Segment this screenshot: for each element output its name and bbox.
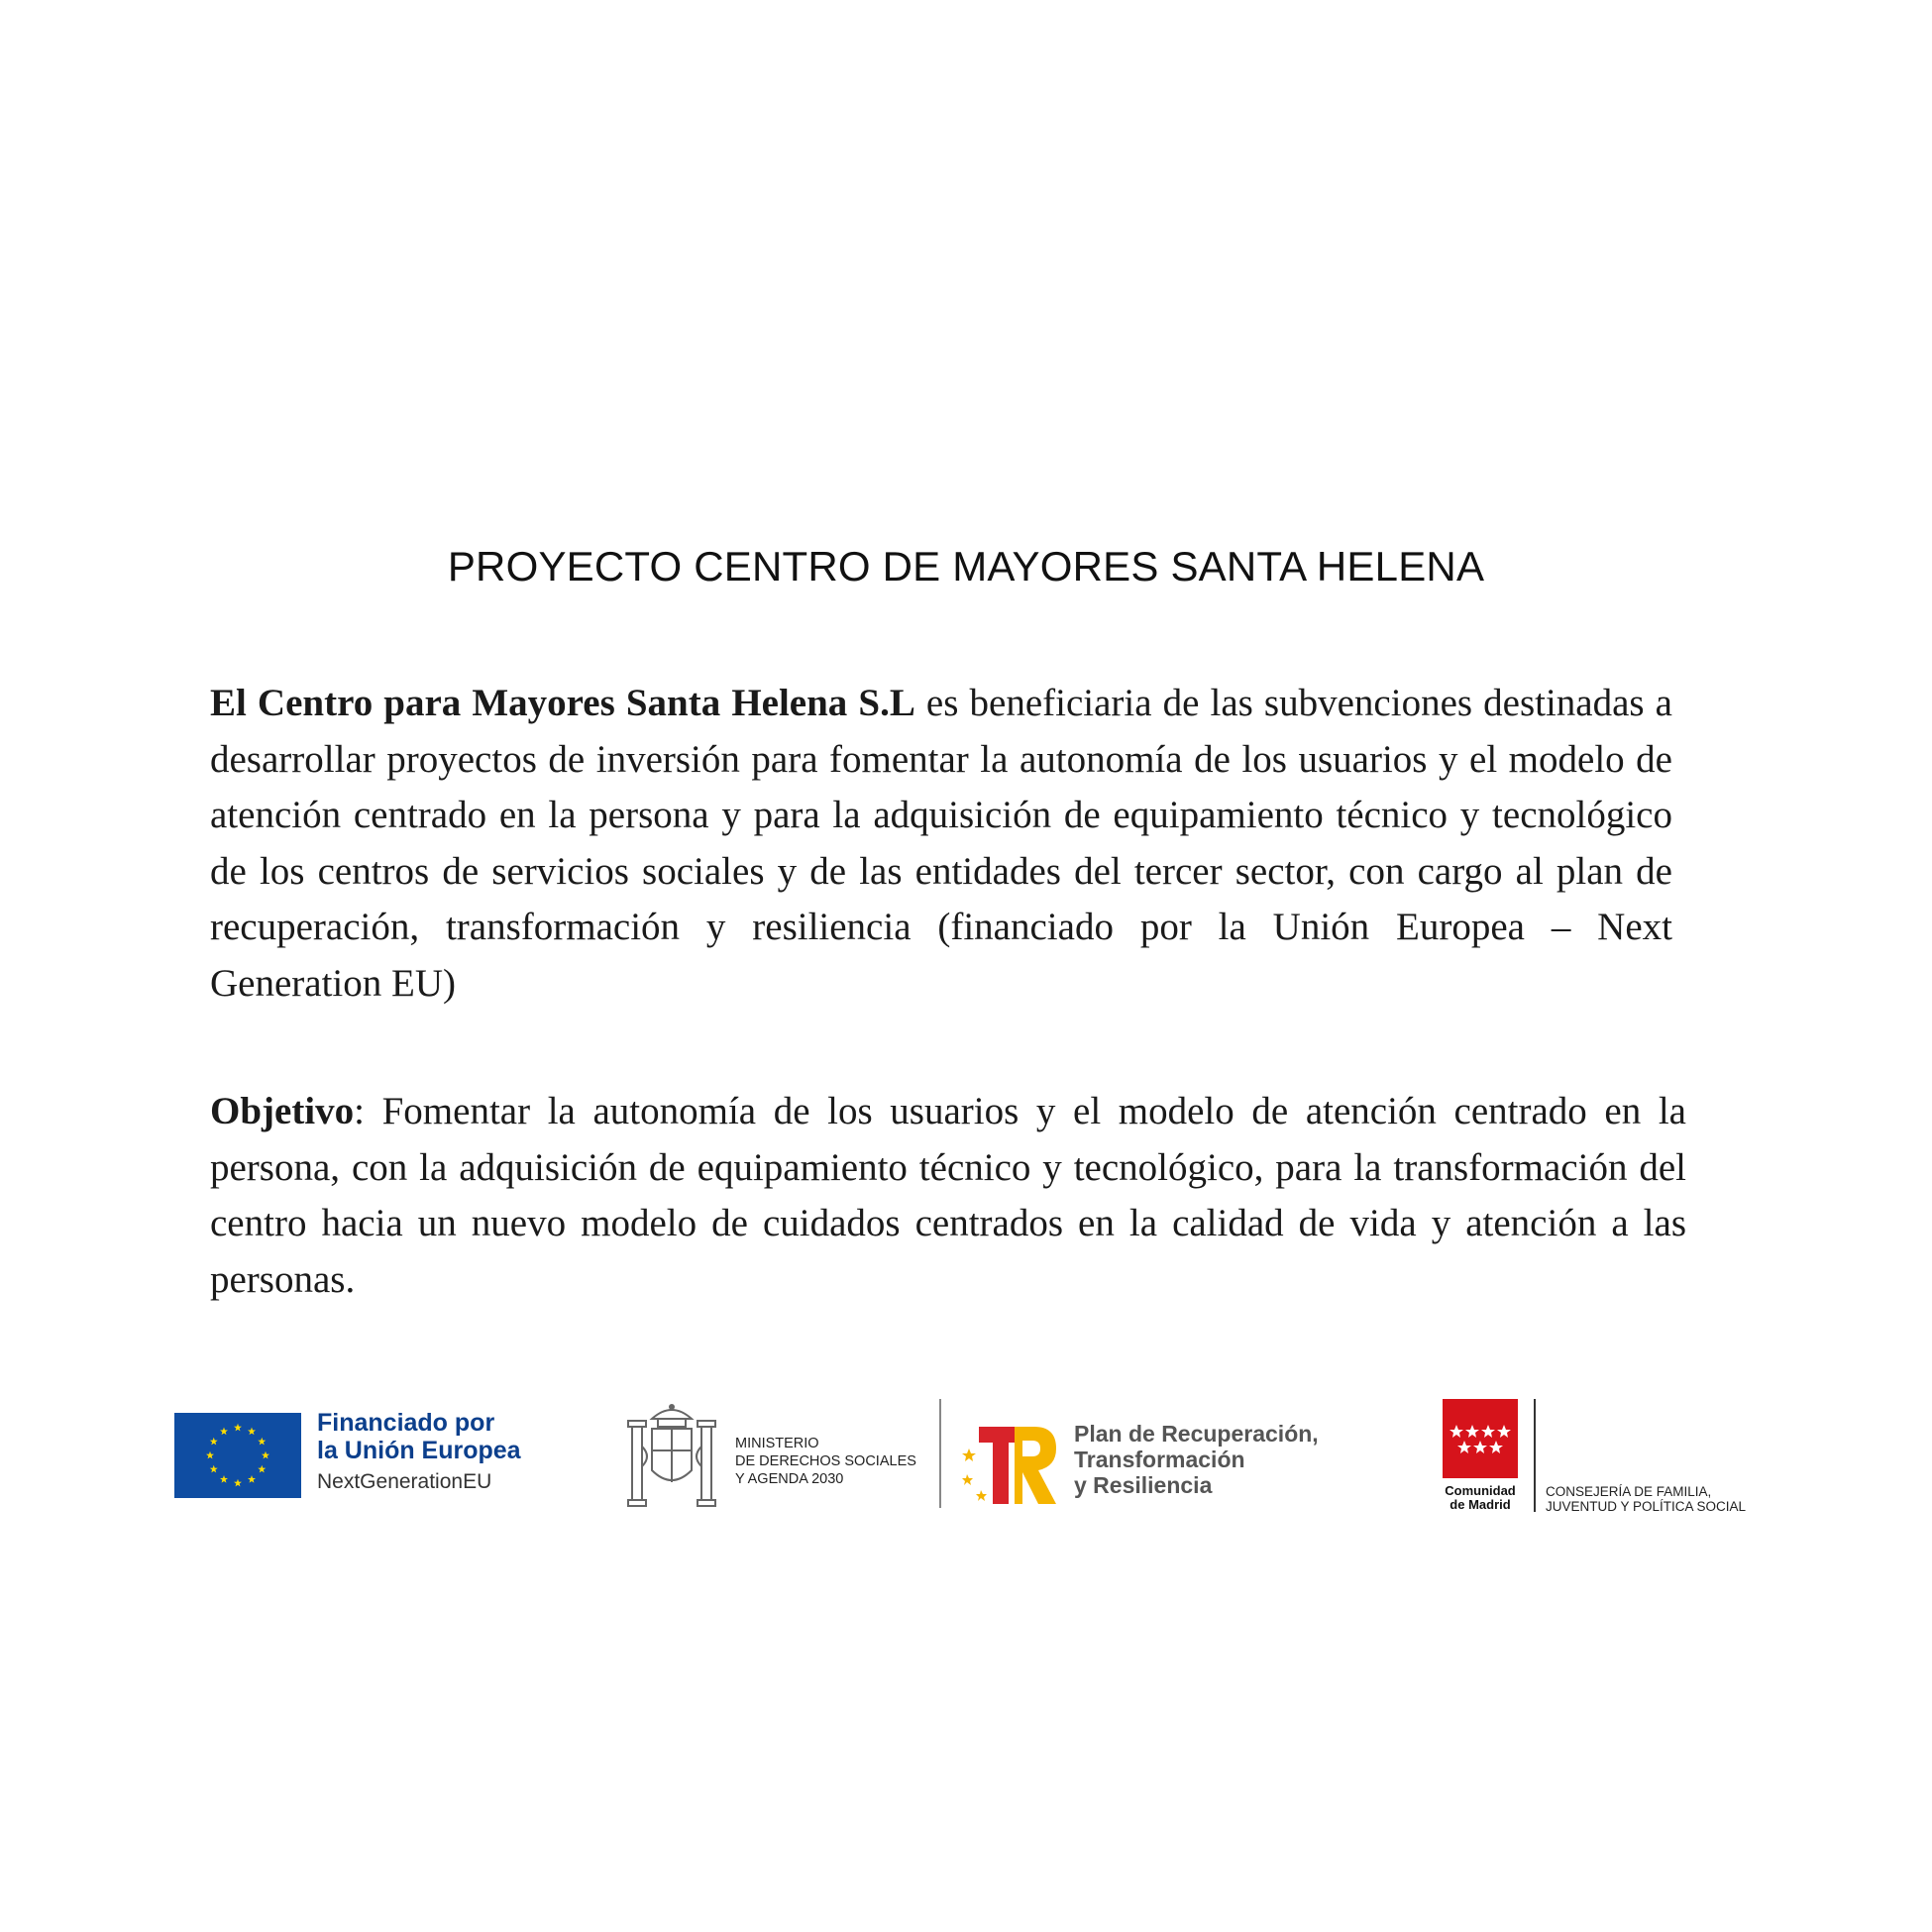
prtr-line-3: y Resiliencia — [1074, 1472, 1213, 1498]
coat-of-arms-icon — [622, 1397, 721, 1508]
eu-funding-text — [317, 1409, 521, 1496]
prtr-logo-icon — [961, 1421, 1070, 1510]
prtr-line-1: Plan de Recuperación, — [1074, 1421, 1319, 1447]
beneficiary-paragraph — [210, 676, 1672, 1012]
eu-star — [210, 1438, 218, 1446]
eu-line-2: la Unión Europea — [317, 1437, 521, 1464]
eu-star — [220, 1475, 228, 1483]
objective-text: : Fomentar la autonomía de los usuarios y el modelo de atención centrado en la persona, con la adquisición de equipamiento técnico y tecnológico, para la transformación del centro hacia un nuevo modelo de cuidados centrados en la calidad de vida y atención a las personas. — [210, 1090, 1686, 1301]
funding-logos — [0, 1397, 1932, 1526]
eu-line-3: NextGenerationEU — [317, 1470, 492, 1493]
ministerio-line-2: DE DERECHOS SOCIALES — [735, 1453, 916, 1469]
objective-paragraph — [210, 1084, 1686, 1308]
ministerio-text — [735, 1435, 916, 1488]
document-title: PROYECTO CENTRO DE MAYORES SANTA HELENA — [447, 543, 1485, 590]
eu-star — [262, 1451, 269, 1459]
consejeria-line-1: CONSEJERÍA DE FAMILIA, — [1546, 1484, 1712, 1499]
eu-star — [206, 1451, 214, 1459]
eu-star — [234, 1424, 242, 1432]
eu-flag-icon — [174, 1413, 301, 1498]
madrid-line-1: Comunidad — [1445, 1483, 1516, 1498]
eu-star — [220, 1428, 228, 1436]
madrid-line-2: de Madrid — [1449, 1497, 1511, 1512]
logo-divider — [939, 1399, 941, 1508]
eu-star — [258, 1438, 266, 1446]
eu-star — [248, 1428, 256, 1436]
eu-star — [258, 1465, 266, 1473]
prtr-text — [1074, 1421, 1319, 1498]
eu-star — [210, 1465, 218, 1473]
beneficiary-text: es beneficiaria de las subvenciones destinadas a desarrollar proyectos de inversión para fomentar la autonomía de los usuarios y el modelo de atención centrado en la persona y para la adquisición de equipamiento técnico y tecnológico de los centros de servicios sociales y de las entidades del tercer sector, con cargo al plan de recuperación, transformación y resiliencia (financiado por la Unión Europea – Next Generation EU) — [210, 682, 1672, 1005]
consejeria-text — [1546, 1484, 1746, 1514]
ministerio-line-3: Y AGENDA 2030 — [735, 1471, 844, 1487]
madrid-divider — [1534, 1399, 1536, 1512]
consejeria-line-2: JUVENTUD Y POLÍTICA SOCIAL — [1546, 1499, 1747, 1514]
beneficiary-name: El Centro para Mayores Santa Helena S.L — [210, 682, 915, 724]
eu-star — [234, 1479, 242, 1487]
objective-label: Objetivo — [210, 1090, 355, 1132]
eu-star — [248, 1475, 256, 1483]
prtr-line-2: Transformación — [1074, 1447, 1245, 1472]
madrid-flag-icon — [1443, 1399, 1518, 1478]
eu-line-1: Financiado por — [317, 1409, 495, 1437]
madrid-text — [1435, 1484, 1526, 1512]
ministerio-line-1: MINISTERIO — [735, 1436, 819, 1451]
